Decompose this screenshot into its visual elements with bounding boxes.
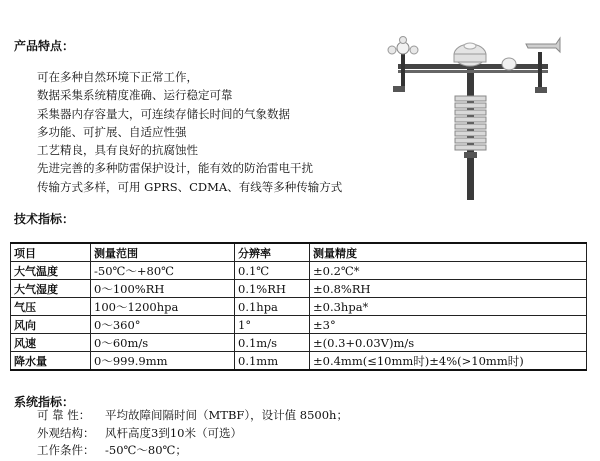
system-item-label: 可 靠 性： xyxy=(37,408,91,422)
feature-item: 传输方式多样，可用 GPRS、CDMA、有线等多种传输方式 xyxy=(37,179,343,194)
station-pole xyxy=(467,60,474,200)
feature-list xyxy=(37,68,367,196)
table-row xyxy=(11,352,587,371)
table-row xyxy=(11,298,587,316)
table-header-row xyxy=(11,243,587,262)
param-cell: 降水量 xyxy=(11,352,91,371)
feature-item: 可在多种自然环境下正常工作， xyxy=(37,70,198,84)
feature-item: 采集器内存容量大，可连续存储长时间的气象数据 xyxy=(37,106,290,121)
weather-station-image xyxy=(378,30,583,200)
feature-item: 先进完善的多种防雷保护设计，能有效的防治雷电干扰 xyxy=(37,161,313,176)
system-item-value: 风杆高度3到10米（可选） xyxy=(105,425,242,440)
column-header: 项目 xyxy=(11,243,91,262)
range-cell: 0～60m/s xyxy=(91,334,235,352)
resolution-cell: 0.1mm xyxy=(235,352,310,371)
column-header: 分辨率 xyxy=(235,243,310,262)
system-item-value: -50℃～80℃； xyxy=(105,443,187,457)
system-heading: 系统指标： xyxy=(14,395,75,409)
feature-item: 数据采集系统精度准确、运行稳定可靠 xyxy=(37,88,233,103)
table-row xyxy=(11,262,587,280)
range-cell: -50℃～+80℃ xyxy=(91,262,235,280)
accuracy-cell: ±0.2℃* xyxy=(310,262,587,280)
column-header: 测量范围 xyxy=(91,243,235,262)
range-cell: 0～999.9mm xyxy=(91,352,235,371)
accuracy-cell: ±0.4mm(≤10mm时)±4%(>10mm时) xyxy=(310,352,587,371)
param-cell: 大气湿度 xyxy=(11,280,91,298)
wind-vane-icon xyxy=(526,38,560,52)
tech-heading: 技术指标： xyxy=(14,212,75,226)
system-item xyxy=(37,425,348,443)
accuracy-cell: ±0.8%RH xyxy=(310,280,587,298)
param-cell: 大气温度 xyxy=(11,262,91,280)
accuracy-cell: ±0.3hpa* xyxy=(310,298,587,316)
system-item-value: 平均故障间隔时间（MTBF），设计值 8500h； xyxy=(105,408,348,422)
feature-item: 多功能、可扩展、自适应性强 xyxy=(37,124,187,139)
range-cell: 0～360° xyxy=(91,316,235,334)
spec-table xyxy=(10,242,587,371)
accuracy-cell: ±3° xyxy=(310,316,587,334)
resolution-cell: 0.1m/s xyxy=(235,334,310,352)
resolution-cell: 0.1%RH xyxy=(235,280,310,298)
param-cell: 风向 xyxy=(11,316,91,334)
resolution-cell: 1° xyxy=(235,316,310,334)
system-item xyxy=(37,442,348,460)
param-cell: 气压 xyxy=(11,298,91,316)
range-cell: 100～1200hpa xyxy=(91,298,235,316)
system-item-label: 工作条件： xyxy=(37,443,95,457)
feature-item: 工艺精良，具有良好的抗腐蚀性 xyxy=(37,143,198,158)
resolution-cell: 0.1℃ xyxy=(235,262,310,280)
table-row xyxy=(11,334,587,352)
table-row xyxy=(11,280,587,298)
table-row xyxy=(11,316,587,334)
system-item xyxy=(37,407,348,425)
system-item-label: 外观结构： xyxy=(37,425,95,440)
resolution-cell: 0.1hpa xyxy=(235,298,310,316)
accuracy-cell: ±(0.3+0.03V)m/s xyxy=(310,334,587,352)
features-heading: 产品特点： xyxy=(14,39,75,53)
param-cell: 风速 xyxy=(11,334,91,352)
column-header: 测量精度 xyxy=(310,243,587,262)
range-cell: 0～100%RH xyxy=(91,280,235,298)
system-list xyxy=(37,407,348,460)
